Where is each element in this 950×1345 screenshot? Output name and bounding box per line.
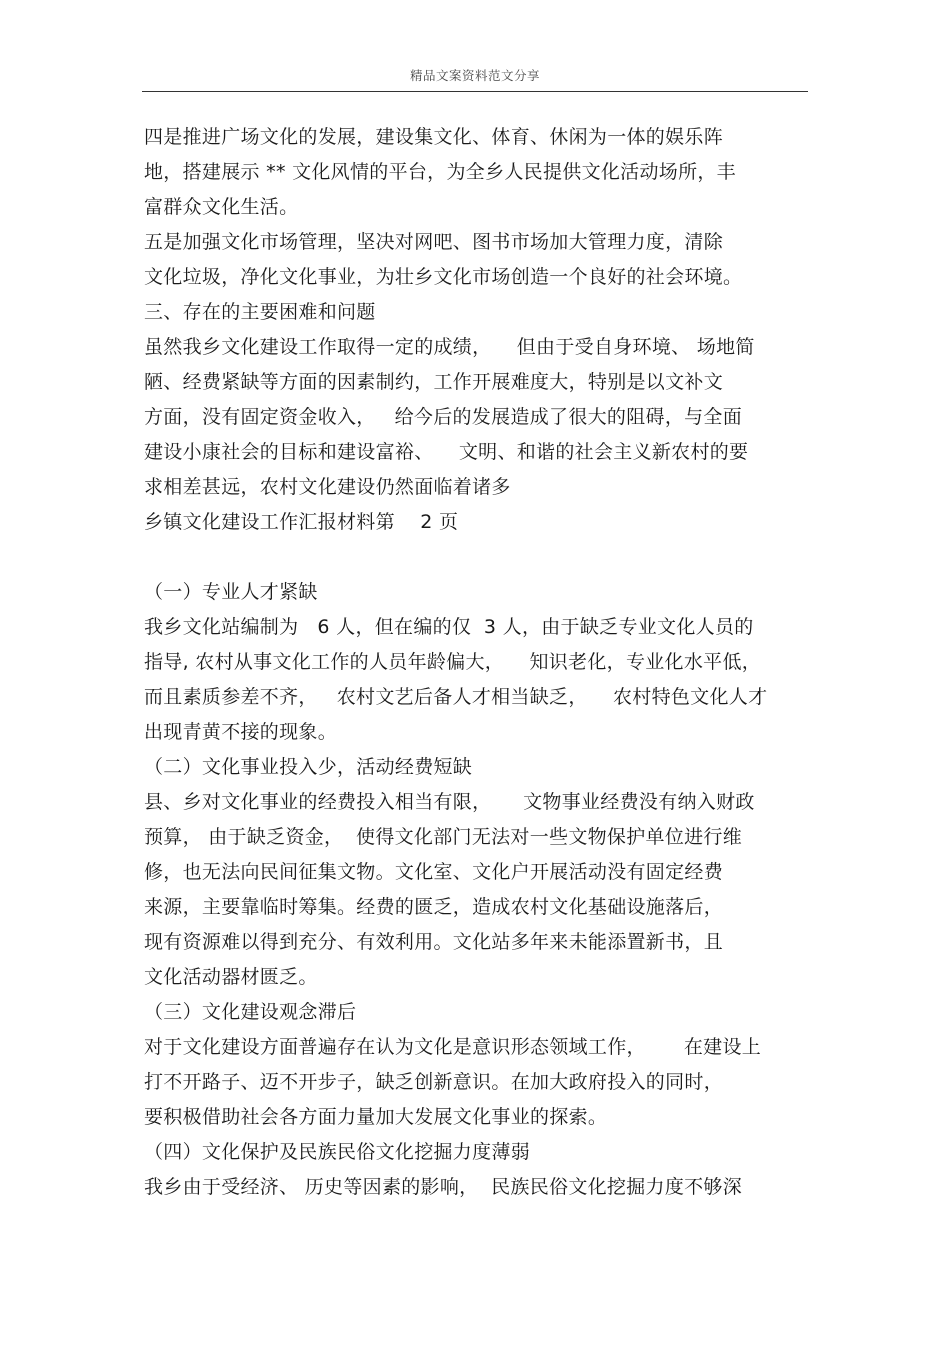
paragraph-line: 预算， 由于缺乏资金， 使得文化部门无法对一些文物保护单位进行维: [144, 826, 743, 848]
paragraph-line: 文化垃圾，净化文化事业，为壮乡文化市场创造一个良好的社会环境。: [144, 266, 743, 288]
subsection-heading: （四）文化保护及民族民俗文化挖掘力度薄弱: [144, 1141, 531, 1163]
paragraph-line: 出现青黄不接的现象。: [144, 721, 338, 743]
section-heading: 三、存在的主要困难和问题: [144, 301, 376, 323]
paragraph-line: 修，也无法向民间征集文物。文化室、文化户开展活动没有固定经费: [144, 861, 724, 883]
page-footer-label: 乡镇文化建设工作汇报材料第 2 页: [144, 511, 459, 533]
paragraph-line: 我乡由于受经济、 历史等因素的影响， 民族民俗文化挖掘力度不够深: [144, 1176, 743, 1198]
paragraph-line: 打不开路子、迈不开步子，缺乏创新意识。在加大政府投入的同时，: [144, 1071, 724, 1093]
blank-line: [144, 540, 824, 575]
paragraph-line: 来源，主要靠临时筹集。经费的匮乏，造成农村文化基础设施落后，: [144, 896, 724, 918]
paragraph-line: 求相差甚远，农村文化建设仍然面临着诸多: [144, 476, 511, 498]
paragraph-line: 四是推进广场文化的发展，建设集文化、体育、休闲为一体的娱乐阵: [144, 126, 724, 148]
subsection-heading: （三）文化建设观念滞后: [144, 1001, 357, 1023]
subsection-heading: （一）专业人才紧缺: [144, 581, 318, 603]
paragraph-line: 而且素质参差不齐， 农村文艺后备人才相当缺乏， 农村特色文化人才: [144, 686, 768, 708]
subsection-heading: （二）文化事业投入少，活动经费短缺: [144, 756, 473, 778]
paragraph-line: 现有资源难以得到充分、有效利用。文化站多年来未能添置新书，且: [144, 931, 724, 953]
paragraph-line: 虽然我乡文化建设工作取得一定的成绩， 但由于受自身环境、 场地简: [144, 336, 755, 358]
paragraph-line: 文化活动器材匮乏。: [144, 966, 318, 988]
paragraph-line: 要积极借助社会各方面力量加大发展文化事业的探索。: [144, 1106, 608, 1128]
paragraph-line: 地，搭建展示 ** 文化风情的平台，为全乡人民提供文化活动场所，丰: [144, 161, 736, 183]
page-header: [142, 58, 808, 92]
paragraph-line: 我乡文化站编制为 6 人，但在编的仅 3 人，由于缺乏专业文化人员的: [144, 616, 754, 638]
header-title: 精品文案资料范文分享: [409, 68, 540, 83]
paragraph-line: 指导, 农村从事文化工作的人员年龄偏大， 知识老化，专业化水平低，: [144, 651, 762, 673]
paragraph-line: 五是加强文化市场管理，坚决对网吧、图书市场加大管理力度，清除: [144, 231, 724, 253]
paragraph-line: 对于文化建设方面普遍存在认为文化是意识形态领域工作， 在建设上: [144, 1036, 762, 1058]
paragraph-line: 陋、经费紧缺等方面的因素制约，工作开展难度大，特别是以文补文: [144, 371, 724, 393]
document-body: [144, 120, 824, 1205]
paragraph-line: 富群众文化生活。: [144, 196, 299, 218]
paragraph-line: 县、乡对文化事业的经费投入相当有限， 文物事业经费没有纳入财政: [144, 791, 755, 813]
paragraph-line: 方面，没有固定资金收入， 给今后的发展造成了很大的阻碍，与全面: [144, 406, 743, 428]
paragraph-line: 建设小康社会的目标和建设富裕、 文明、和谐的社会主义新农村的要: [144, 441, 749, 463]
